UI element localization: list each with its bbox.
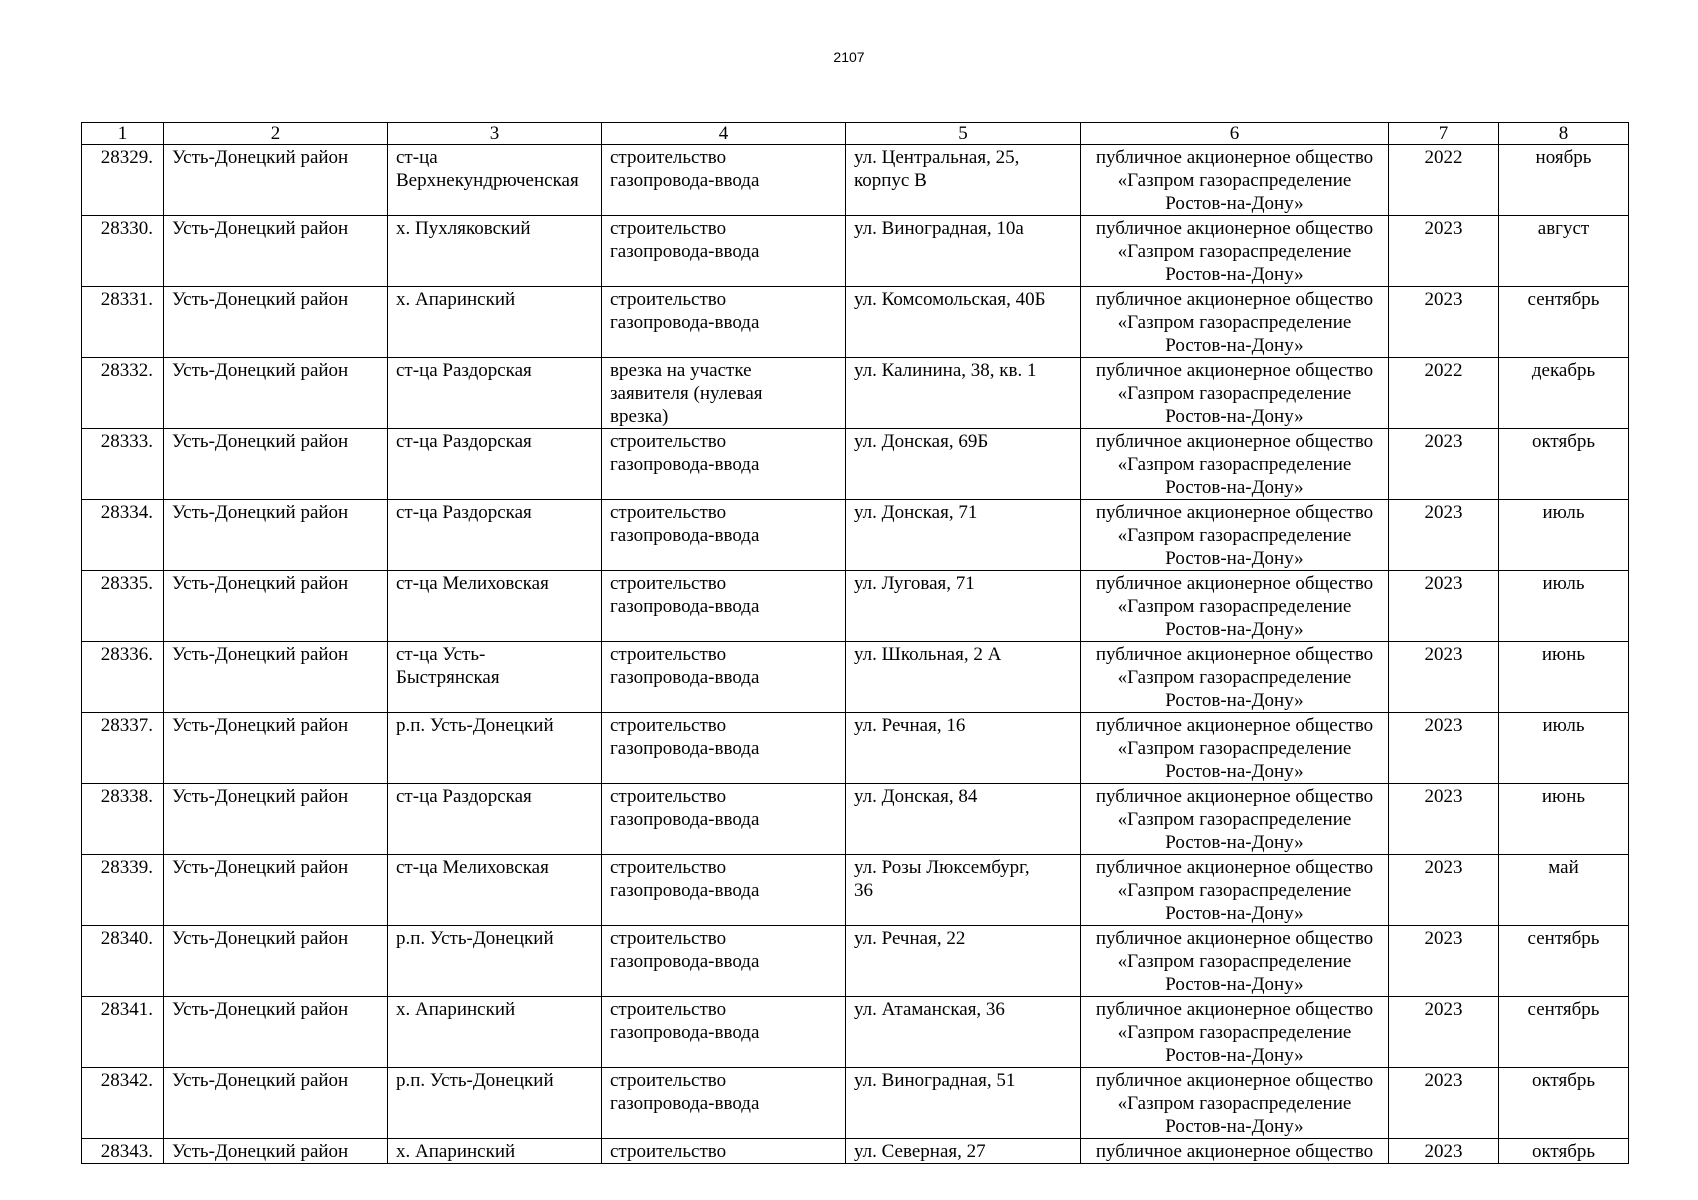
organization-cell: публичное акционерное общество «Газпром газораспределение Ростов-на-Дону» [1081,784,1389,855]
work-type-cell: строительство газопровода-ввода [602,571,846,642]
organization-cell: публичное акционерное общество «Газпром газораспределение Ростов-на-Дону» [1081,642,1389,713]
locality-cell: ст-ца Мелиховская [388,855,602,926]
address-cell: ул. Донская, 84 [846,784,1081,855]
locality-cell: р.п. Усть-Донецкий [388,926,602,997]
organization-cell: публичное акционерное общество «Газпром газораспределение Ростов-на-Дону» [1081,287,1389,358]
address-cell: ул. Школьная, 2 А [846,642,1081,713]
work-type-cell: строительство газопровода-ввода [602,1068,846,1139]
row-number: 28334. [82,500,164,571]
month-cell: июль [1499,713,1629,784]
year-cell: 2023 [1389,855,1499,926]
table-row [82,784,1629,855]
work-type-cell: строительство [602,1139,846,1164]
organization-cell: публичное акционерное общество «Газпром газораспределение Ростов-на-Дону» [1081,216,1389,287]
year-cell: 2023 [1389,571,1499,642]
row-number: 28333. [82,429,164,500]
district-cell: Усть-Донецкий район [164,642,388,713]
year-cell: 2023 [1389,1139,1499,1164]
column-number-row [82,123,1629,145]
organization-cell: публичное акционерное общество «Газпром газораспределение Ростов-на-Дону» [1081,500,1389,571]
table-row [82,926,1629,997]
work-type-cell: строительство газопровода-ввода [602,713,846,784]
year-cell: 2023 [1389,997,1499,1068]
month-cell: май [1499,855,1629,926]
table-row [82,500,1629,571]
address-cell: ул. Атаманская, 36 [846,997,1081,1068]
month-cell: октябрь [1499,1068,1629,1139]
district-cell: Усть-Донецкий район [164,1139,388,1164]
month-cell: июнь [1499,784,1629,855]
district-cell: Усть-Донецкий район [164,287,388,358]
table-row [82,997,1629,1068]
row-number: 28337. [82,713,164,784]
year-cell: 2022 [1389,358,1499,429]
table-row [82,216,1629,287]
table-row [82,287,1629,358]
table-row [82,713,1629,784]
row-number: 28335. [82,571,164,642]
district-cell: Усть-Донецкий район [164,429,388,500]
organization-cell: публичное акционерное общество «Газпром газораспределение Ростов-на-Дону» [1081,358,1389,429]
organization-cell: публичное акционерное общество «Газпром газораспределение Ростов-на-Дону» [1081,926,1389,997]
table-row [82,145,1629,216]
month-cell: июль [1499,500,1629,571]
district-cell: Усть-Донецкий район [164,1068,388,1139]
district-cell: Усть-Донецкий район [164,997,388,1068]
locality-cell: х. Апаринский [388,997,602,1068]
address-cell: ул. Северная, 27 [846,1139,1081,1164]
locality-cell: ст-ца Раздорская [388,358,602,429]
address-cell: ул. Донская, 69Б [846,429,1081,500]
year-cell: 2023 [1389,784,1499,855]
locality-cell: х. Пухляковский [388,216,602,287]
month-cell: октябрь [1499,429,1629,500]
district-cell: Усть-Донецкий район [164,571,388,642]
district-cell: Усть-Донецкий район [164,216,388,287]
organization-cell: публичное акционерное общество «Газпром газораспределение Ростов-на-Дону» [1081,1068,1389,1139]
organization-cell: публичное акционерное общество «Газпром газораспределение Ростов-на-Дону» [1081,713,1389,784]
row-number: 28341. [82,997,164,1068]
month-cell: август [1499,216,1629,287]
locality-cell: ст-ца Мелиховская [388,571,602,642]
year-cell: 2023 [1389,713,1499,784]
work-type-cell: строительство газопровода-ввода [602,500,846,571]
address-cell: ул. Комсомольская, 40Б [846,287,1081,358]
work-type-cell: строительство газопровода-ввода [602,784,846,855]
gas-connection-table [81,122,1629,1164]
district-cell: Усть-Донецкий район [164,855,388,926]
work-type-cell: строительство газопровода-ввода [602,287,846,358]
address-cell: ул. Виноградная, 10а [846,216,1081,287]
column-number: 3 [388,123,602,145]
month-cell: сентябрь [1499,287,1629,358]
month-cell: сентябрь [1499,997,1629,1068]
year-cell: 2022 [1389,145,1499,216]
column-number: 7 [1389,123,1499,145]
district-cell: Усть-Донецкий район [164,784,388,855]
address-cell: ул. Луговая, 71 [846,571,1081,642]
district-cell: Усть-Донецкий район [164,926,388,997]
row-number: 28339. [82,855,164,926]
year-cell: 2023 [1389,287,1499,358]
work-type-cell: строительство газопровода-ввода [602,997,846,1068]
address-cell: ул. Виноградная, 51 [846,1068,1081,1139]
work-type-cell: строительство газопровода-ввода [602,216,846,287]
district-cell: Усть-Донецкий район [164,145,388,216]
column-number: 2 [164,123,388,145]
organization-cell: публичное акционерное общество «Газпром газораспределение Ростов-на-Дону» [1081,855,1389,926]
row-number: 28338. [82,784,164,855]
month-cell: декабрь [1499,358,1629,429]
page-number: 2107 [833,49,865,65]
year-cell: 2023 [1389,216,1499,287]
district-cell: Усть-Донецкий район [164,358,388,429]
year-cell: 2023 [1389,429,1499,500]
address-cell: ул. Речная, 22 [846,926,1081,997]
month-cell: сентябрь [1499,926,1629,997]
table-row [82,1139,1629,1164]
row-number: 28331. [82,287,164,358]
year-cell: 2023 [1389,642,1499,713]
table-row [82,571,1629,642]
locality-cell: ст-ца Раздорская [388,500,602,571]
locality-cell: х. Апаринский [388,1139,602,1164]
row-number: 28336. [82,642,164,713]
row-number: 28330. [82,216,164,287]
organization-cell: публичное акционерное общество «Газпром газораспределение Ростов-на-Дону» [1081,571,1389,642]
table-row [82,1068,1629,1139]
work-type-cell: строительство газопровода-ввода [602,855,846,926]
month-cell: июнь [1499,642,1629,713]
district-cell: Усть-Донецкий район [164,713,388,784]
table-row [82,358,1629,429]
work-type-cell: строительство газопровода-ввода [602,145,846,216]
work-type-cell: строительство газопровода-ввода [602,429,846,500]
organization-cell: публичное акционерное общество «Газпром газораспределение Ростов-на-Дону» [1081,429,1389,500]
address-cell: ул. Донская, 71 [846,500,1081,571]
locality-cell: р.п. Усть-Донецкий [388,713,602,784]
address-cell: ул. Калинина, 38, кв. 1 [846,358,1081,429]
district-cell: Усть-Донецкий район [164,500,388,571]
locality-cell: ст-ца Верхнекундрюченская [388,145,602,216]
row-number: 28342. [82,1068,164,1139]
address-cell: ул. Центральная, 25, корпус В [846,145,1081,216]
month-cell: октябрь [1499,1139,1629,1164]
column-number: 1 [82,123,164,145]
organization-cell: публичное акционерное общество «Газпром газораспределение Ростов-на-Дону» [1081,145,1389,216]
row-number: 28340. [82,926,164,997]
month-cell: июль [1499,571,1629,642]
work-type-cell: строительство газопровода-ввода [602,926,846,997]
table-row [82,642,1629,713]
address-cell: ул. Речная, 16 [846,713,1081,784]
organization-cell: публичное акционерное общество «Газпром газораспределение Ростов-на-Дону» [1081,997,1389,1068]
locality-cell: х. Апаринский [388,287,602,358]
table-row [82,429,1629,500]
year-cell: 2023 [1389,926,1499,997]
row-number: 28332. [82,358,164,429]
locality-cell: ст-ца Раздорская [388,784,602,855]
locality-cell: ст-ца Усть- Быстрянская [388,642,602,713]
address-cell: ул. Розы Люксембург, 36 [846,855,1081,926]
row-number: 28343. [82,1139,164,1164]
column-number: 8 [1499,123,1629,145]
organization-cell: публичное акционерное общество [1081,1139,1389,1164]
year-cell: 2023 [1389,1068,1499,1139]
work-type-cell: врезка на участке заявителя (нулевая врезка) [602,358,846,429]
month-cell: ноябрь [1499,145,1629,216]
work-type-cell: строительство газопровода-ввода [602,642,846,713]
column-number: 4 [602,123,846,145]
table-row [82,855,1629,926]
row-number: 28329. [82,145,164,216]
year-cell: 2023 [1389,500,1499,571]
locality-cell: р.п. Усть-Донецкий [388,1068,602,1139]
locality-cell: ст-ца Раздорская [388,429,602,500]
column-number: 5 [846,123,1081,145]
column-number: 6 [1081,123,1389,145]
